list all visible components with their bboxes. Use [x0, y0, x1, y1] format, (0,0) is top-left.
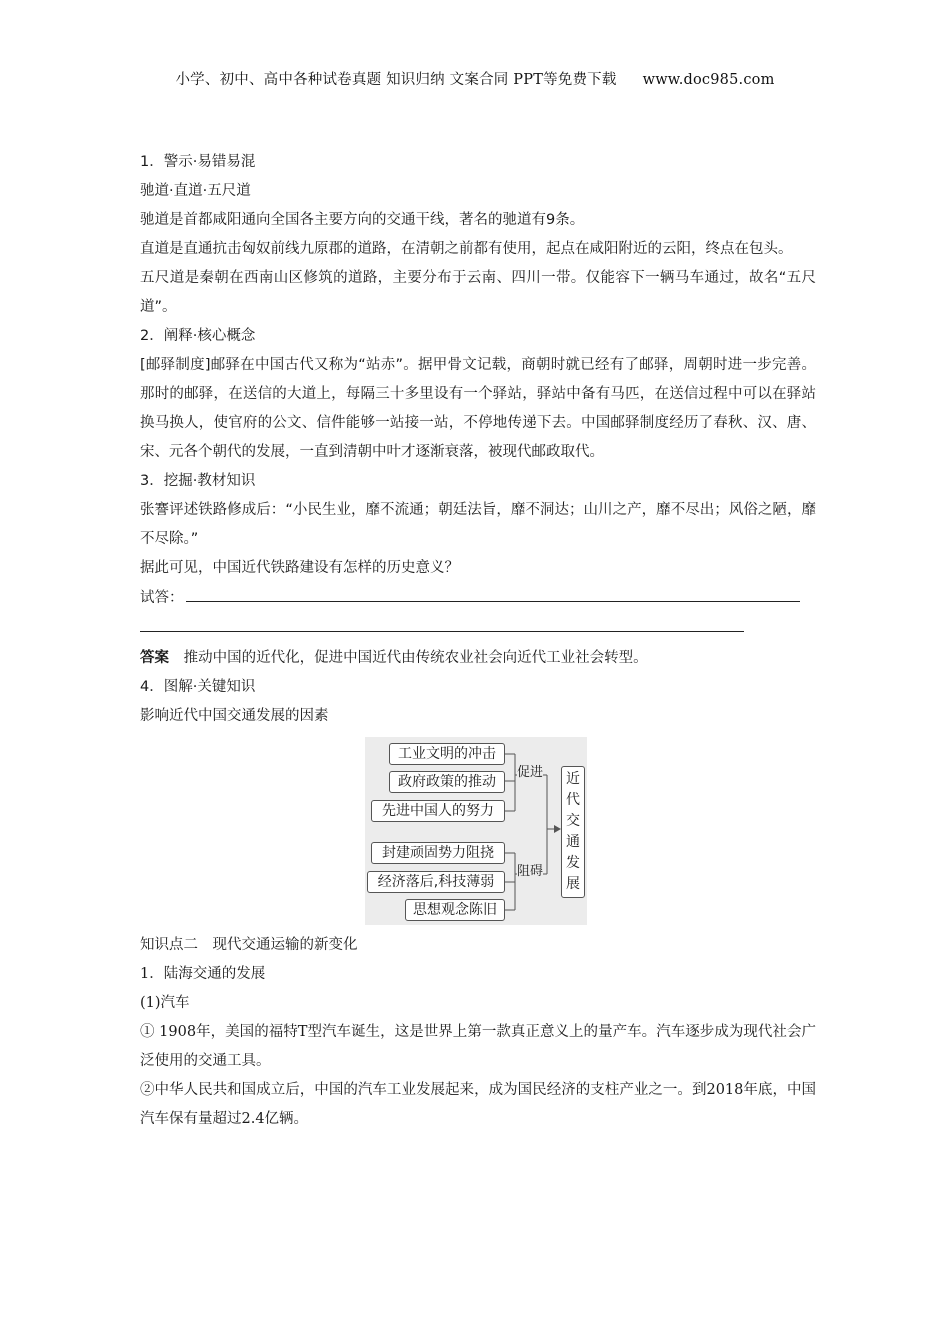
result-box-modern-transport: [561, 766, 585, 898]
answer-blank-line-1[interactable]: [186, 583, 800, 602]
section-1-para-chidao: 驰道是首都咸阳通向全国各主要方向的交通干线，著名的驰道有9条。: [140, 212, 585, 228]
knowledge-point-2-heading: 知识点二 现代交通运输的新变化: [140, 937, 358, 953]
answer-text: 推动中国的近代化，促进中国近代由传统农业社会向近代工业社会转型。: [183, 650, 648, 666]
hinder-factor-3: 思想观念陈旧: [405, 899, 505, 921]
section-2-title: 2．阐释·核心概念: [140, 328, 256, 344]
result-char-6: 展: [566, 876, 580, 892]
section-3-question: 据此可见，中国近代铁路建设有怎样的历史意义？: [140, 560, 459, 576]
section-2-para-youyi: [邮驿制度]邮驿在中国古代又称为“站赤”。据甲骨文记载，商朝时就已经有了邮驿，周朝时进一步完善。那时的邮驿，在送信的大道上，每隔三十多里设有一个驿站，驿站中备有马匹，在送信过程中可以在驿站换马换人，使官府的公文、信件能够一站接一站，不停地传递下去。中国邮驿制度经历了春秋、汉、唐、宋、元各个朝代的发展，一直到清朝中叶才逐渐衰落，被现代邮政取代。: [140, 357, 816, 460]
section-4-title: 4．图解·关键知识: [140, 679, 256, 695]
result-char-4: 通: [566, 834, 580, 850]
section-1-para-wuchidao: 五尺道是秦朝在西南山区修筑的道路，主要分布于云南、四川一带。仅能容下一辆马车通过，故名“五尺道”。: [140, 270, 816, 315]
header-url[interactable]: www.doc985.com: [642, 72, 775, 88]
page-header: [0, 68, 950, 89]
section-1-para-zhidao: 直道是直通抗击匈奴前线九原郡的道路，在清朝之前都有使用，起点在咸阳附近的云阳，终点在包头。: [140, 241, 793, 257]
result-char-2: 代: [566, 792, 580, 808]
automobile-item-1: ① 1908年，美国的福特T型汽车诞生，这是世界上第一款真正意义上的量产车。汽车逐步成为现代社会广泛使用的交通工具。: [140, 1024, 816, 1069]
result-char-5: 发: [566, 855, 580, 871]
header-text: 小学、初中、高中各种试卷真题 知识归纳 文案合同 PPT等免费下载: [175, 72, 617, 88]
result-char-1: 近: [566, 771, 580, 787]
hinder-factor-1: 封建顽固势力阻挠: [371, 842, 505, 864]
promote-factor-1: 工业文明的冲击: [389, 743, 505, 765]
hinder-label: 阻碍: [517, 864, 544, 879]
document-body: [140, 148, 816, 1134]
diagram-caption: 影响近代中国交通发展的因素: [140, 708, 329, 724]
diagram-connectors: [365, 737, 587, 925]
factors-diagram: [365, 737, 587, 925]
promote-factor-2: 政府政策的推动: [389, 771, 505, 793]
section-1-subtitle: 驰道·直道·五尺道: [140, 183, 251, 199]
try-answer-row: [140, 583, 816, 613]
automobile-subheading: (1)汽车: [140, 995, 190, 1011]
promote-factor-3: 先进中国人的努力: [371, 800, 505, 822]
automobile-item-2: ②中华人民共和国成立后，中国的汽车工业发展起来，成为国民经济的支柱产业之一。到2018年底，中国汽车保有量超过2.4亿辆。: [140, 1082, 816, 1127]
promote-label: 促进: [517, 765, 544, 780]
section-3-quote: 张謇评述铁路修成后：“小民生业，靡不流通；朝廷法旨，靡不洞达；山川之产，靡不尽出；风俗之陋，靡不尽除。”: [140, 502, 816, 547]
section-1-title: 1．警示·易错易混: [140, 154, 256, 170]
result-char-3: 交: [566, 813, 580, 829]
hinder-factor-2: 经济落后,科技薄弱: [367, 871, 505, 893]
section-3-title: 3．挖掘·教材知识: [140, 473, 256, 489]
answer-blank-line-2[interactable]: [140, 613, 744, 632]
land-sea-subheading: 1．陆海交通的发展: [140, 966, 266, 982]
answer-row: [140, 643, 816, 673]
answer-label: 答案: [140, 649, 169, 666]
try-answer-label: 试答：: [140, 590, 184, 606]
